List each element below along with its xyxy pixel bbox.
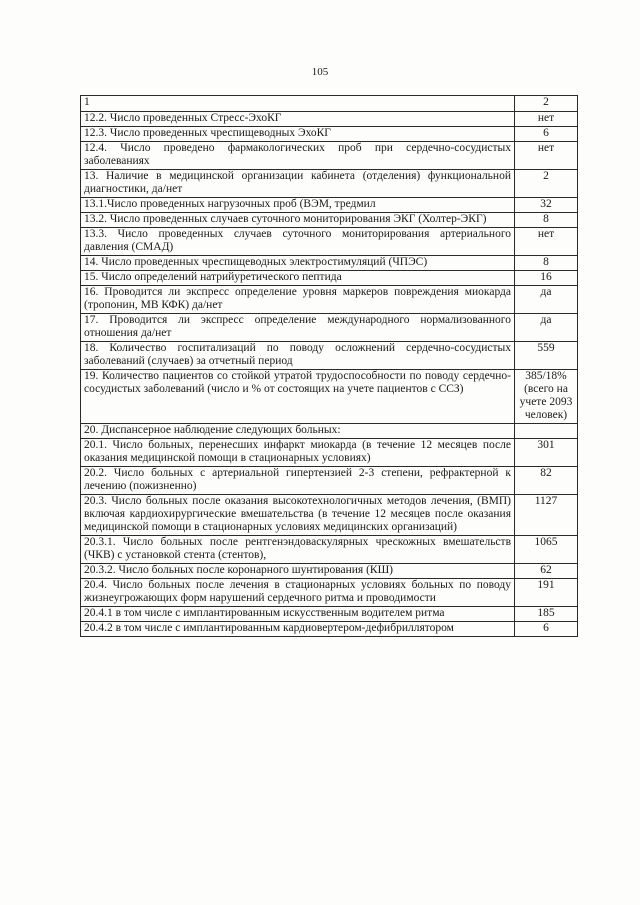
table-header-row <box>81 96 578 112</box>
row-value: да <box>515 286 578 314</box>
row-label: 17. Проводится ли экспресс определение международного нормализованного отношения да/нет <box>81 314 515 342</box>
row-value: нет <box>515 142 578 170</box>
row-value: да <box>515 314 578 342</box>
row-label: 20.4.1 в том числе с имплантированным искусственным водителем ритма <box>81 607 515 622</box>
row-label: 12.2. Число проведенных Стресс-ЭхоКГ <box>81 112 515 127</box>
table-row <box>81 495 578 536</box>
table-row <box>81 536 578 564</box>
row-value: 1127 <box>515 495 578 536</box>
row-label: 20.1. Число больных, перенесших инфаркт миокарда (в течение 12 месяцев после оказания медицинской помощи в стационарных условиях) <box>81 439 515 467</box>
row-label: 13.2. Число проведенных случаев суточного мониторирования ЭКГ (Холтер-ЭКГ) <box>81 213 515 228</box>
row-value: 16 <box>515 271 578 286</box>
row-label: 20.3.2. Число больных после коронарного шунтирования (КШ) <box>81 564 515 579</box>
row-label: 13.1.Число проведенных нагрузочных проб (ВЭМ, тредмил <box>81 198 515 213</box>
table-row <box>81 607 578 622</box>
row-value: 385/18% (всего на учете 2093 человек) <box>515 370 578 424</box>
row-value: 2 <box>515 170 578 198</box>
row-value: нет <box>515 228 578 256</box>
row-label: 13.3. Число проведенных случаев суточного мониторирования артериального давления (СМАД) <box>81 228 515 256</box>
row-value: 6 <box>515 622 578 637</box>
row-label: 20.4.2 в том числе с имплантированным кардиовертером-дефибриллятором <box>81 622 515 637</box>
row-label: 14. Число проведенных чреспищеводных электростимуляций (ЧПЭС) <box>81 256 515 271</box>
row-label: 20.3. Число больных после оказания высокотехнологичных методов лечения, (ВМП) включая кардиохирургические вмешательства (в течение 12 месяцев после оказания медицинской помощи в стационарных условиях медицинских организаций) <box>81 495 515 536</box>
table-row <box>81 370 578 424</box>
row-label: 13. Наличие в медицинской организации кабинета (отделения) функциональной диагностики, да/нет <box>81 170 515 198</box>
row-value: 32 <box>515 198 578 213</box>
column-header-2: 2 <box>515 96 578 112</box>
table-row <box>81 271 578 286</box>
statistics-table <box>80 95 578 637</box>
table-row <box>81 170 578 198</box>
table-row <box>81 579 578 607</box>
row-label: 12.4. Число проведено фармакологических проб при сердечно-сосудистых заболеваниях <box>81 142 515 170</box>
row-label: 19. Количество пациентов со стойкой утратой трудоспособности по поводу сердечно-сосудистых заболеваний (число и % от состоящих на учете пациентов с ССЗ) <box>81 370 515 424</box>
table-row <box>81 564 578 579</box>
table-row <box>81 342 578 370</box>
row-label: 18. Количество госпитализаций по поводу осложнений сердечно-сосудистых заболеваний (случаев) за отчетный период <box>81 342 515 370</box>
table-row <box>81 622 578 637</box>
table-row <box>81 142 578 170</box>
row-label: 16. Проводится ли экспресс определение уровня маркеров повреждения миокарда (тропонин, МВ КФК) да/нет <box>81 286 515 314</box>
table-row <box>81 198 578 213</box>
table-row <box>81 439 578 467</box>
table-row <box>81 213 578 228</box>
table-row <box>81 127 578 142</box>
row-value: 6 <box>515 127 578 142</box>
row-value: 301 <box>515 439 578 467</box>
row-label: 20.2. Число больных с артериальной гипертензией 2-3 степени, рефрактерной к лечению (пожизненно) <box>81 467 515 495</box>
row-label: 12.3. Число проведенных чреспищеводных ЭхоКГ <box>81 127 515 142</box>
row-value: 1065 <box>515 536 578 564</box>
table-row <box>81 467 578 495</box>
row-value: 191 <box>515 579 578 607</box>
table-row <box>81 256 578 271</box>
row-value: 185 <box>515 607 578 622</box>
page-number: 105 <box>311 66 329 78</box>
row-value: 62 <box>515 564 578 579</box>
row-value <box>515 424 578 439</box>
table-row <box>81 286 578 314</box>
table-row <box>81 424 578 439</box>
row-value: 8 <box>515 213 578 228</box>
row-value: нет <box>515 112 578 127</box>
row-label: 15. Число определений натрийуретического пептида <box>81 271 515 286</box>
column-header-1: 1 <box>81 96 515 112</box>
row-value: 559 <box>515 342 578 370</box>
row-value: 8 <box>515 256 578 271</box>
row-label: 20.4. Число больных после лечения в стационарных условиях больных по поводу жизнеугрожающих форм нарушений сердечного ритма и проводимости <box>81 579 515 607</box>
row-value: 82 <box>515 467 578 495</box>
row-label: 20. Диспансерное наблюдение следующих больных: <box>81 424 515 439</box>
row-label: 20.3.1. Число больных после рентгенэндоваскулярных чрескожных вмешательств (ЧКВ) с установкой стента (стентов), <box>81 536 515 564</box>
table-row <box>81 228 578 256</box>
table-row <box>81 314 578 342</box>
table-row <box>81 112 578 127</box>
